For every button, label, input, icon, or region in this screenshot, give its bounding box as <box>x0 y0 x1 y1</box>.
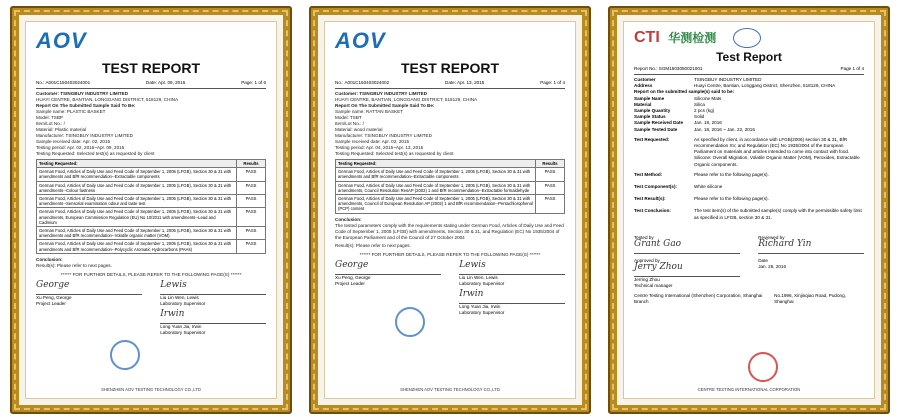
test-conclusion: Test Conclusion: The test item(s) of the submitted sample(s) comply with the permissible safety limit as specified in LFGB, section 30 & 31. <box>634 208 862 220</box>
material: Material: Plastic material <box>36 127 87 132</box>
field-row: Customer TSINGBUY INDUSTRY LIMITED <box>634 77 762 82</box>
test-result: PASS <box>237 195 266 208</box>
item-lot: Item/Lot No.: / <box>335 121 364 126</box>
test-result: PASS <box>536 195 565 214</box>
report-meta <box>634 66 864 72</box>
signer-name: Liu Lin Wen, Lewis <box>459 274 498 280</box>
divider <box>36 88 266 89</box>
field-row: Sample Received Date Jan. 18, 2016 <box>634 120 722 126</box>
received-date: Sample received date: Apr. 02, 2015 <box>335 139 410 144</box>
signature-approved: Jerry Zhou <box>634 264 740 277</box>
report-date: Date: Apr. 09, 2015 <box>146 80 186 85</box>
approver-name: Jerring Zhou <box>634 276 660 282</box>
signer-name: Long Yuan Jia, Irwin <box>459 303 501 309</box>
signature-left <box>36 279 142 307</box>
customer-address: HUAYI CENTRE, BANTIAN, LONGGANG DISTRICT, 518129, CHINA <box>36 97 179 102</box>
test-item: German Food, Articles of Daily Use and Feed Code of September 1, 2005 (LFGB), Section 30 & 31 with amendments, Council Resolution ResAP (2002) 1 and BfR recommendation--Extractable formaldehyde <box>336 181 536 194</box>
sample-name: Sample name: RATTAN BASKET <box>335 109 403 114</box>
table-row <box>37 227 266 240</box>
cti-logo: CTI <box>634 29 660 47</box>
globe-emblem-icon <box>733 28 761 48</box>
field-row: Material Silica <box>634 101 705 107</box>
table-row <box>336 181 565 194</box>
field-row: Sample Tested Date Jan. 18, 2016 ~ Jan. 22, 2016 <box>634 126 755 132</box>
signature-block-2 <box>36 308 266 336</box>
test-result: PASS <box>237 240 266 253</box>
cti-red-seal-stamp <box>748 352 778 382</box>
signature-lewis: Lewis <box>459 262 565 275</box>
test-item: German Food, Articles of Daily Use and Feed Code of September 1, 2005 (LFGB), Section 30 & 31 with amendments and BfR recommendation--Volatile organic matter (VOM) <box>37 227 237 240</box>
column-header: Testing Requested: <box>336 160 536 168</box>
manufacturer: Manufacturer: TSINGBUY INDUSTRY LIMITED <box>335 133 432 138</box>
test-result: PASS <box>237 168 266 181</box>
certificate-frame-3 <box>608 6 890 414</box>
report-date: Jan. 25, 2016 <box>758 263 787 269</box>
table-row <box>336 195 565 214</box>
signer-title: Project Leader <box>36 300 66 306</box>
result-note: Result(s): Please refer to next pages. <box>36 262 112 268</box>
aov-seal-stamp <box>395 307 425 337</box>
approver-title: Technical manager <box>634 282 673 288</box>
footer-company: CENTRE TESTING INTERNATIONAL CORPORATION <box>697 386 801 392</box>
footer-company: SHENZHEN AOV TESTING TECHNOLOGY CO.,LTD <box>400 386 500 392</box>
table-row <box>37 208 266 227</box>
result-note: Result(s): Please refer to next pages. <box>335 242 411 248</box>
signature-irwin: Irwin <box>160 311 266 324</box>
customer: Customer: TSINGBUY INDUSTRY LIMITED <box>335 91 428 96</box>
test-item: German Food, Articles of Daily Use and Feed Code of September 1, 2005 (LFGB), Section 30 & 31 with amendments, European Commission Regulation (EU) No 10/2011 with amendments--Lead and Cadmium <box>37 208 237 227</box>
signature-block-2 <box>634 258 864 289</box>
signature-block <box>335 259 565 287</box>
approved-by: Approved by Jerry Zhou Jerring Zhou Technical manager <box>634 258 740 289</box>
field-row: Sample Status Solid <box>634 114 705 120</box>
signature-right <box>459 259 565 287</box>
tested-by: Tested by Grant Gao <box>634 235 740 254</box>
date-block: Date Jan. 25, 2016 <box>758 258 864 289</box>
field-row: Sample Quantity 2 pcs (kg) <box>634 108 715 114</box>
certificate-page-3 <box>623 21 875 399</box>
test-result: PASS <box>237 227 266 240</box>
report-page: Page: 1 of 6 <box>241 80 266 85</box>
test-results: Test Result(s): Please refer to the following page(s). <box>634 196 769 202</box>
signature-block <box>36 279 266 307</box>
signature-lewis: Lewis <box>160 282 266 295</box>
report-title: Test Report <box>716 50 782 64</box>
table-row <box>336 168 565 181</box>
signer-name: Liu Lin Wen, Lewis <box>160 294 199 300</box>
report-page: Page: 1 of 4 <box>540 80 565 85</box>
material: Material: wood material <box>335 127 383 132</box>
field-row: Sample Name Silicone Mats <box>634 95 722 101</box>
company-address: No.1996, Xinjinqiao Road, Pudong, Shanghai <box>774 292 846 304</box>
signature-block <box>634 235 864 254</box>
report-title: TEST REPORT <box>400 60 499 76</box>
report-meta <box>335 80 565 86</box>
signer-title: Laboratory Supervisor <box>160 329 206 335</box>
testing-requested: Testing Requested: Selected test(s) as requested by client <box>36 151 155 156</box>
further-details: ****** FOR FURTHER DETAILS, PLEASE REFER TO THE FOLLOWING PAGE(S) ****** <box>60 271 242 277</box>
table-row <box>37 168 266 181</box>
aov-seal-stamp <box>110 340 140 370</box>
cti-header <box>634 28 864 48</box>
test-result: PASS <box>536 181 565 194</box>
aov-logo: AOV <box>335 28 386 53</box>
signature-george: George <box>335 262 441 275</box>
received-date: Sample received date: Apr. 02, 2015 <box>36 139 111 144</box>
column-header: Results <box>536 160 565 168</box>
reviewed-by: Reviewed by Richard Yin <box>758 235 864 254</box>
test-item: German Food, Articles of Daily Use and Feed Code of September 1, 2005 (LFGB), Section 30 & 31 with amendments and BfR recommendation--Extractable components <box>336 168 536 181</box>
cti-chinese-name: 华测检测 <box>668 31 717 46</box>
test-item: German Food, Articles of Daily Use and Feed Code of September 1, 2005 (LFGB), Section 30 & 31 with amendments and BfR recommendation--Polycyclic Aromatic Hydrocarbons (PAHs) <box>37 240 237 253</box>
signature-right <box>160 279 266 307</box>
certificate-frame-1 <box>10 6 292 414</box>
table-header <box>336 160 565 168</box>
column-header: Testing Requested: <box>37 160 237 168</box>
test-item: German Food, Articles of Daily Use and Feed Code of September 1, 2005 (LFGB), Section 30 & 31 with amendments and BfR recommendation--Extractable components <box>37 168 237 181</box>
report-date: Date: Apr. 13, 2015 <box>445 80 485 85</box>
sample-name: Sample name: PLASTIC BASKET <box>36 109 106 114</box>
signer-title: Laboratory Supervisor <box>160 300 206 306</box>
manufacturer: Manufacturer: TSINGBUY INDUSTRY LIMITED <box>36 133 133 138</box>
field-row: Report on the submitted sample(s) said to be: <box>634 89 735 95</box>
test-item: German Food, Articles of Daily Use and Feed Code of September 1, 2005 (LFGB), Section 30 & 31 with amendments, Council of European Resolution AP (2002) 1 and BfR recommendation--Pentachlorophenol (PCP) content <box>336 195 536 214</box>
signer-name: Xu Peng, George <box>335 274 371 280</box>
report-meta <box>36 80 266 86</box>
field-row: Address Huayi Centre, Bantian, Longgang District, Shenzhen, 518129, CHINA <box>634 83 836 89</box>
test-method: Test Method: Please refer to the following page(s). <box>634 171 769 177</box>
customer-address: HUAYI CENTRE, BANTIAN, LONGGANG DISTRICT, 518129, CHINA <box>335 97 478 102</box>
company-line <box>634 293 864 305</box>
testing-requested: Testing Requested: Selected test(s) as requested by client <box>335 151 454 156</box>
further-details: ****** FOR FURTHER DETAILS, PLEASE REFER TO THE FOLLOWING PAGE(S) ****** <box>359 251 541 257</box>
test-result: PASS <box>237 208 266 227</box>
test-result: PASS <box>237 181 266 194</box>
signature-irwin-block <box>160 308 266 336</box>
test-item: German Food, Articles of Daily Use and Feed Code of September 1, 2005 (LFGB), Section 30 & 31 with amendments--Colour fastness <box>37 181 237 194</box>
divider <box>335 88 565 89</box>
report-page: Page 1 of 4 <box>840 66 864 71</box>
certificate-frame-2 <box>309 6 591 414</box>
signer-title: Laboratory Supervisor <box>459 309 505 315</box>
signature-reviewed: Richard Yin <box>758 241 864 254</box>
test-result: PASS <box>536 168 565 181</box>
signer-name: Xu Peng, George <box>36 294 72 300</box>
item-lot: Item/Lot No.: / <box>36 121 65 126</box>
table-header <box>37 160 266 168</box>
test-item: German Food, Articles of Daily Use and Feed Code of September 1, 2005 (LFGB), Section 30 & 31 with amendments--Sensorial examination odour and taste test <box>37 195 237 208</box>
results-table <box>335 159 565 214</box>
signature-tested: Grant Gao <box>634 241 740 254</box>
divider <box>634 74 864 75</box>
table-row <box>37 181 266 194</box>
test-components: Test Component(s): White silicone <box>634 184 723 190</box>
signature-left <box>335 259 441 287</box>
aov-logo: AOV <box>36 28 87 53</box>
signature-irwin: Irwin <box>459 291 565 304</box>
conclusion-label: Conclusion: <box>36 256 63 262</box>
model: Model: TSBP <box>36 115 63 120</box>
signer-title: Laboratory Supervisor <box>459 280 505 286</box>
report-on-label: Report On The Submitted Sample Said To Be: <box>335 103 435 108</box>
signer-title: Project Leader <box>335 280 365 286</box>
report-number: No.: A001C150403024002 <box>335 80 390 85</box>
model: Model: TSBT <box>335 115 362 120</box>
report-number: Report No.: SGM1503050021001 <box>634 66 703 71</box>
signature-block-2 <box>335 288 565 316</box>
report-title: TEST REPORT <box>101 60 200 76</box>
company-name: Centre Testing International (Shenzhen) Corporation, Shanghai Branch <box>634 292 763 304</box>
table-row <box>37 240 266 253</box>
conclusion-label: Conclusion: <box>335 216 362 222</box>
signature-irwin-block <box>459 288 565 316</box>
certificate-page-1 <box>25 21 277 399</box>
report-on-label: Report On The Submitted Sample Said To Be: <box>36 103 136 108</box>
footer-company: SHENZHEN AOV TESTING TECHNOLOGY CO.,LTD <box>101 386 201 392</box>
customer: Customer: TSINGBUY INDUSTRY LIMITED <box>36 91 129 96</box>
table-row <box>37 195 266 208</box>
column-header: Results <box>237 160 266 168</box>
testing-period: Testing period: Apr. 02, 2015~Apr. 09, 2015 <box>36 145 125 150</box>
test-requested: Test Requested: As specified by client, in accordance with LFGB(2006) section 30 & 31, BfR recommendation XV, and Regulation (EC) No 1935/2004 of the European Parliament on materials and articles intended to come into contact with food. Silicone: Overall Migration, Volatile Organic Matter (VOM), Peroxides, Extractable Organic components. <box>634 136 860 167</box>
signer-name: Long Yuan Jia, Irwin <box>160 323 202 329</box>
testing-period: Testing period: Apr. 04, 2015~Apr. 13, 2015 <box>335 145 424 150</box>
signature-george: George <box>36 282 142 295</box>
conclusion-text: The tested parameters comply with the requirements stating under German Food, Articles of Daily Use and Feed Code of September 1, 2005 (LFGB) with amendments, Section 30 & 31, and Regulation (EC) No 1935/2004 of the European Parliament and of the Council of 27 October 2004 <box>335 222 564 240</box>
results-table <box>36 159 266 254</box>
certificate-page-2 <box>324 21 576 399</box>
report-number: No.: A001C150403024001 <box>36 80 91 85</box>
